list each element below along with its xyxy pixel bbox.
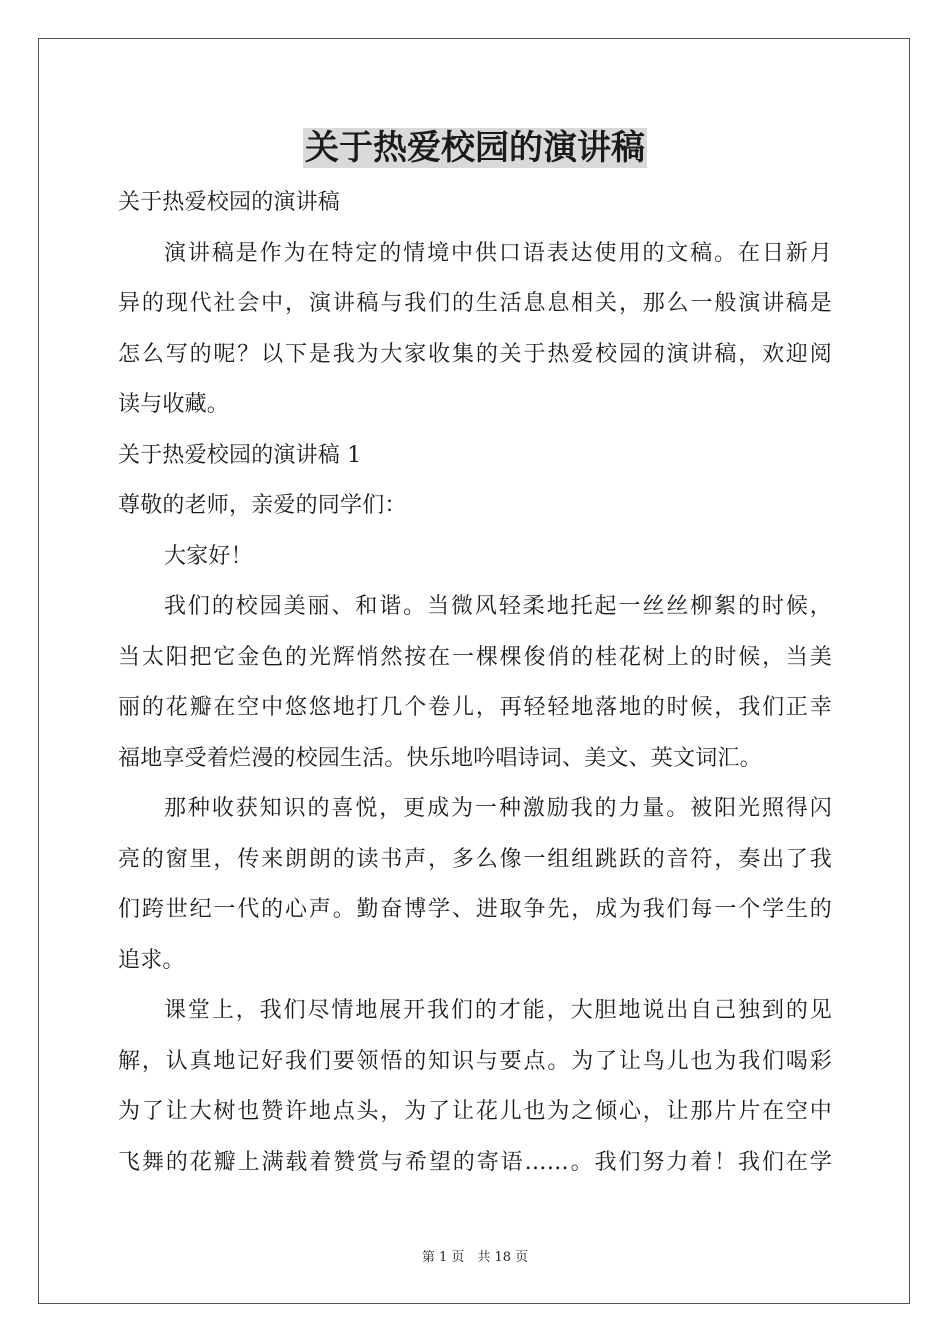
body-line: 怎么写的呢？以下是我为大家收集的关于热爱校园的演讲稿，欢迎阅 bbox=[118, 341, 832, 367]
body-line: 丽的花瓣在空中悠悠地打几个卷儿，再轻轻地落地的时候，我们正幸 bbox=[118, 695, 832, 720]
body-line: 解，认真地记好我们要领悟的知识与要点。为了让鸟儿也为我们喝彩 bbox=[118, 1048, 832, 1074]
body-line: 那种收获知识的喜悦，更成为一种激励我的力量。被阳光照得闪 bbox=[164, 796, 832, 821]
greeting: 大家好！ bbox=[164, 543, 253, 569]
body-line: 演讲稿是作为在特定的情境中供口语表达使用的文稿。在日新月 bbox=[164, 240, 832, 266]
body-line: 我们的校园美丽、和谐。当微风轻柔地托起一丝丝柳絮的时候， bbox=[164, 594, 832, 619]
page-number: 第 1 页 共 18 页 bbox=[421, 1250, 529, 1265]
body-line: 飞舞的花瓣上满载着赞赏与希望的寄语……。我们努力着！我们在学 bbox=[118, 1149, 832, 1175]
body-line: 关于热爱校园的演讲稿 bbox=[118, 190, 341, 215]
body-line: 当太阳把它金色的光辉悄然按在一棵棵俊俏的桂花树上的时候，当美 bbox=[118, 644, 832, 670]
body-line: 读与收藏。 bbox=[118, 392, 230, 417]
section-heading: 关于热爱校园的演讲稿 1 bbox=[118, 442, 362, 468]
body-line: 追求。 bbox=[118, 947, 185, 973]
document-title bbox=[0, 126, 950, 170]
body-line: 福地享受着烂漫的校园生活。快乐地吟唱诗词、美文、英文词汇。 bbox=[118, 745, 762, 771]
body-line: 异的现代社会中，演讲稿与我们的生活息息相关，那么一般演讲稿是 bbox=[118, 291, 832, 316]
salutation: 尊敬的老师，亲爱的同学们： bbox=[118, 493, 407, 518]
body-line: 为了让大树也赞许地点头，为了让花儿也为之倾心，让那片片在空中 bbox=[118, 1099, 832, 1124]
document-body bbox=[118, 178, 832, 1188]
document-title-text: 关于热爱校园的演讲稿 bbox=[305, 128, 645, 168]
body-line: 课堂上，我们尽情地展开我们的才能，大胆地说出自己独到的见 bbox=[164, 998, 832, 1023]
body-line: 们跨世纪一代的心声。勤奋博学、进取争先，成为我们每一个学生的 bbox=[118, 897, 832, 922]
body-line: 亮的窗里，传来朗朗的读书声，多么像一组组跳跃的音符，奏出了我 bbox=[118, 846, 832, 872]
